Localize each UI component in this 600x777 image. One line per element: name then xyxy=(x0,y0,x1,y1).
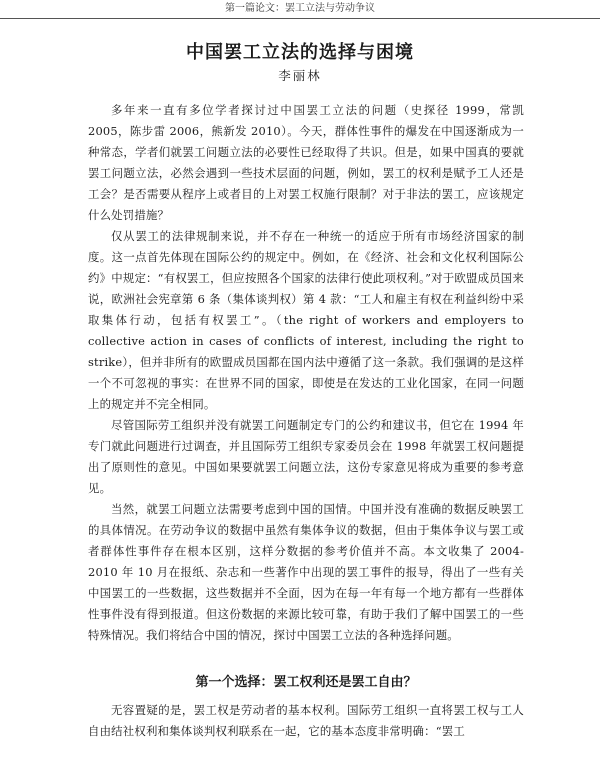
paragraph-3: 尽管国际劳工组织并没有就罢工问题制定专门的公约和建议书，但它在 1994 年专门就此问题进行过调查，并且国际劳工组织专家委员会在 1998 年就罢工权问题提出了原则性的意见。中国如果要就罢工问题立法，这份专家意见将成为重要的参考意见。 xyxy=(88,418,524,495)
article-author: 李丽林 xyxy=(278,68,322,83)
article-title: 中国罢工立法的选择与困境 xyxy=(186,42,414,63)
section-body xyxy=(88,700,524,742)
paragraph-2: 仅从罢工的法律规制来说，并不存在一种统一的适应于所有市场经济国家的制度。这一点首先体现在国际公约的规定中。例如，在《经济、社会和文化权利国际公约》中规定：“有权罢工，但应按照各个国家的法律行使此项权利。”对于欧盟成员国来说，欧洲社会宪章第 6 条（集体谈判权）第 4 款：“工人和雇主有权在利益纠纷中采取集体行动，包括有权罢工”。（the right of workers and employers to collective action in cases of conflicts of interest, including the right to strike），但并非所有的欧盟成员国都在国内法中遵循了这一条款。我们强调的是这样一个不可忽视的事实：在世界不同的国家，即使是在发达的工业化国家，在同一问题上的规定并不完全相同。 xyxy=(88,229,524,411)
running-head: 第一篇论文：罢工立法与劳动争议 xyxy=(0,2,600,19)
paragraph-1: 多年来一直有多位学者探讨过中国罢工立法的问题（史探径 1999，常凯 2005，陈步雷 2006，熊新发 2010）。今天，群体性事件的爆发在中国逐渐成为一种常态，学者们就罢工问题立法的必要性已经取得了共识。但是，如果中国真的要就罢工问题立法，必然会遇到一些技术层面的问题，例如，罢工的权利是赋予工人还是工会？是否需要从程序上或者目的上对罢工权施行限制？对于非法的罢工，应该规定什么处罚措施？ xyxy=(88,103,524,222)
article-body xyxy=(88,100,524,742)
section-paragraph-1: 无容置疑的是，罢工权是劳动者的基本权利。国际劳工组织一直将罢工权与工人自由结社权利和集体谈判权利联系在一起，它的基本态度非常明确：“罢工 xyxy=(88,703,524,738)
paragraph-4: 当然，就罢工问题立法需要考虑到中国的国情。中国并没有准确的数据反映罢工的具体情况。在劳动争议的数据中虽然有集体争议的数据，但由于集体争议与罢工或者群体性事件存在根本区别，这样分数据的参考价值并不高。本文收集了 2004-2010 年 10 月在报纸、杂志和一些著作中出现的罢工事件的报导，得出了一些有关中国罢工的一些数据，这些数据并不全面，因为在每一年有每一个地方都有一些群体性事件没有得到报道。但这份数据的来源比较可靠，有助于我们了解中国罢工的一些特殊情况。我们将结合中国的情况，探讨中国罢工立法的各种选择问题。 xyxy=(88,502,524,642)
section-heading: 第一个选择：罢工权利还是罢工自由？ xyxy=(195,675,417,690)
